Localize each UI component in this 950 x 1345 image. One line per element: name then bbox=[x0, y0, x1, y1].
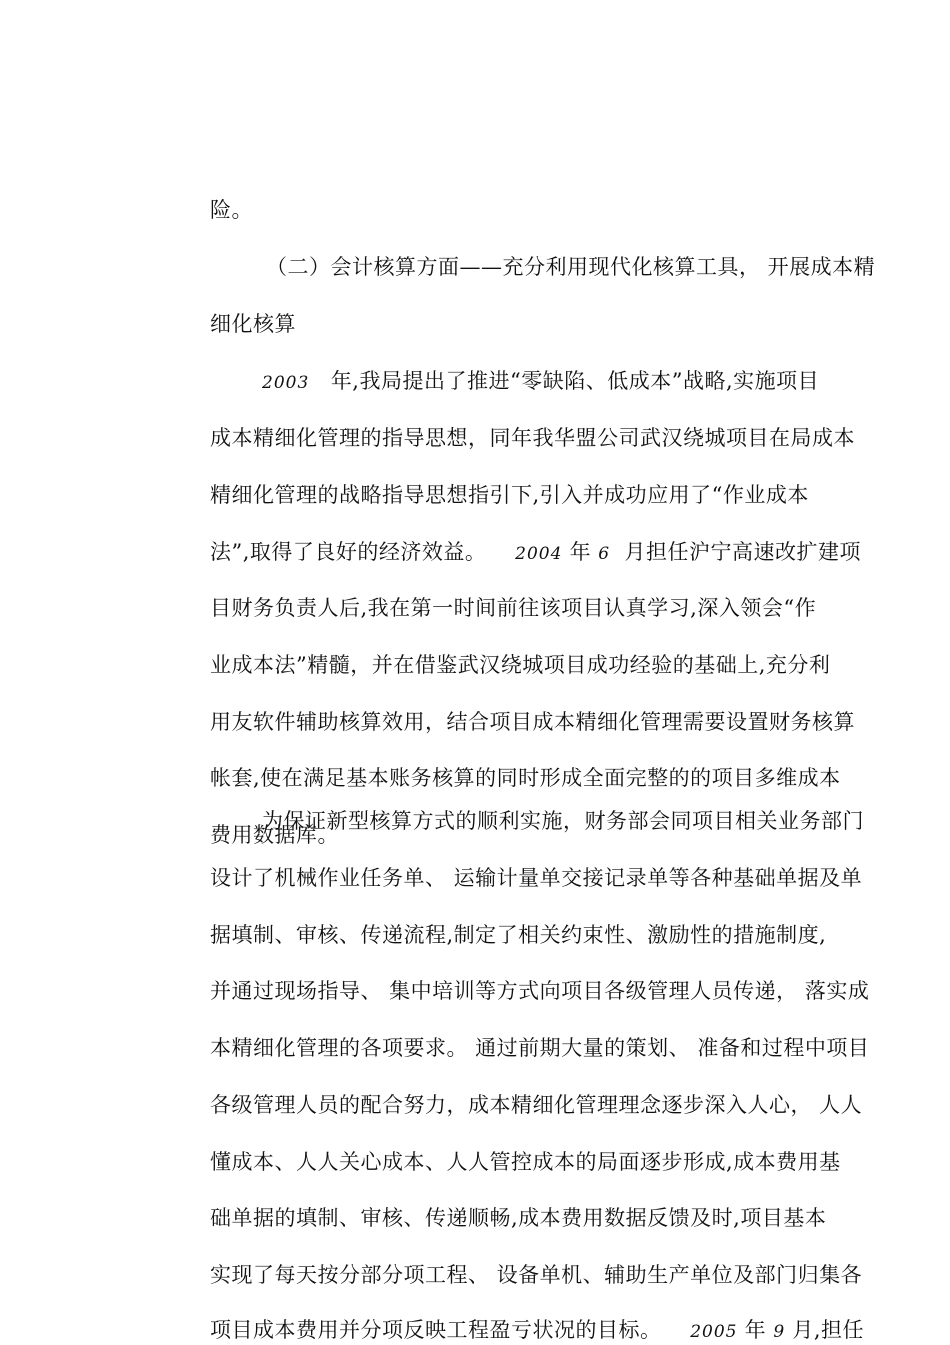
text-line: 各级管理人员的配合努力，成本精细化管理理念逐步深入人心， 人人 bbox=[210, 1093, 863, 1117]
handwritten-month: 9 bbox=[773, 1322, 786, 1342]
text-line: 懂成本、人人关心成本、人人管控成本的局面逐步形成,成本费用基 bbox=[210, 1150, 841, 1174]
text-line: 目财务负责人后,我在第一时间前往该项目认真学习,深入领会“作 bbox=[210, 596, 817, 620]
text-line: 成本精细化管理的指导思想，同年我华盟公司武汉绕城项目在局成本 bbox=[210, 426, 855, 450]
handwritten-year: 2004 bbox=[515, 544, 563, 564]
text-line: 业成本法”精髓，并在借鉴武汉绕城项目成功经验的基础上,充分利 bbox=[210, 653, 831, 677]
text-line: 2003 年,我局提出了推进“零缺陷、低成本”战略,实施项目 bbox=[262, 369, 820, 393]
text-line: 并通过现场指导、 集中培训等方式向项目各级管理人员传递， 落实成 bbox=[210, 979, 870, 1003]
text-line: 础单据的填制、审核、传递顺畅,成本费用数据反馈及时,项目基本 bbox=[210, 1206, 827, 1230]
section-heading-cont: 细化核算 bbox=[210, 312, 296, 336]
text-line: 险。 bbox=[210, 198, 253, 222]
text-line: 法”,取得了良好的经济效益。 2004 年 6 月担任沪宁高速改扩建项 bbox=[210, 540, 861, 564]
text-line: 据填制、审核、传递流程,制定了相关约束性、激励性的措施制度, bbox=[210, 923, 827, 947]
text-line: 精细化管理的战略指导思想指引下,引入并成功应用了“作业成本 bbox=[210, 483, 809, 507]
text-line-overlap: 为保证新型核算方式的顺利实施，财务部会同项目相关业务部门 bbox=[262, 809, 864, 833]
handwritten-month: 6 bbox=[598, 544, 611, 564]
text-line: 设计了机械作业任务单、 运输计量单交接记录单等各种基础单据及单 bbox=[210, 866, 863, 890]
handwritten-year: 2003 bbox=[262, 373, 310, 393]
text-line: 费用数据库。 bbox=[210, 823, 339, 847]
text-line: 项目成本费用并分项反映工程盈亏状况的目标。 2005 年 9 月,担任 bbox=[210, 1318, 865, 1342]
text-line: 帐套,使在满足基本账务核算的同时形成全面完整的的项目多维成本 bbox=[210, 766, 841, 790]
text-line: 用友软件辅助核算效用，结合项目成本精细化管理需要设置财务核算 bbox=[210, 710, 855, 734]
text-line: 本精细化管理的各项要求。 通过前期大量的策划、 准备和过程中项目 bbox=[210, 1036, 870, 1060]
handwritten-year: 2005 bbox=[690, 1322, 738, 1342]
text-line: 实现了每天按分部分项工程、 设备单机、辅助生产单位及部门归集各 bbox=[210, 1263, 863, 1287]
section-heading: （二）会计核算方面——充分利用现代化核算工具， 开展成本精 bbox=[266, 255, 876, 279]
